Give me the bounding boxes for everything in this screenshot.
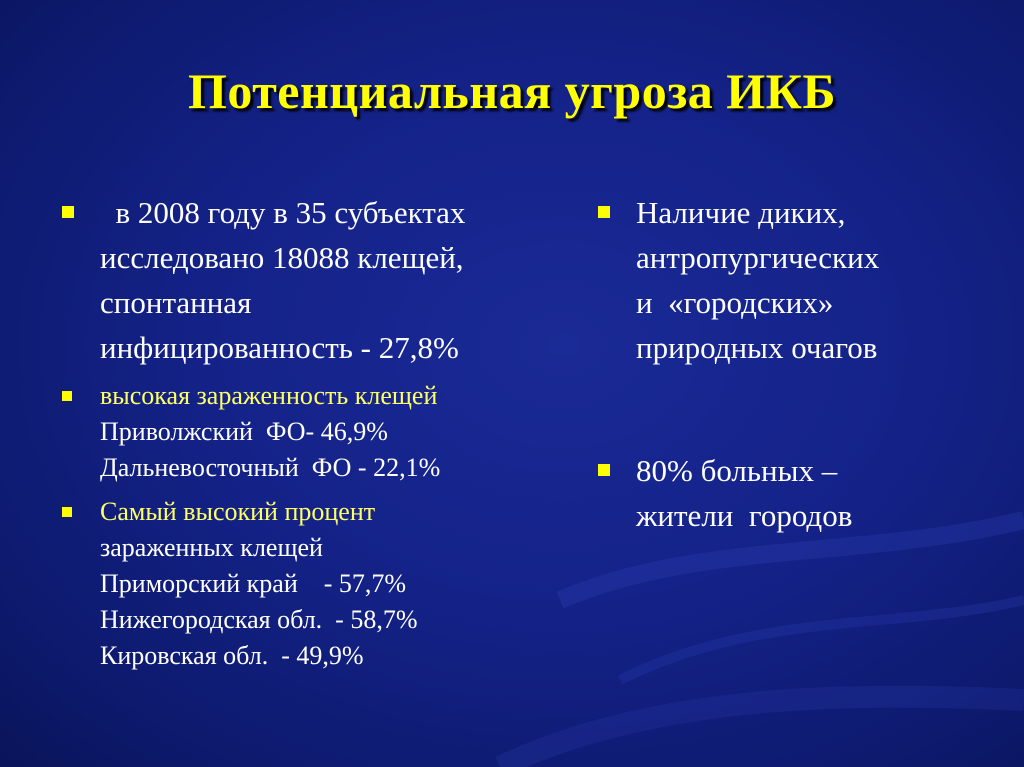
text-line: 80% больных – [636, 453, 838, 488]
list-item-highest-percent [62, 494, 562, 674]
text-line: Кировская обл. - 49,9% [100, 641, 364, 670]
left-column [62, 190, 562, 674]
item-heading: Самый высокий процент [100, 497, 376, 526]
square-bullet-icon [62, 507, 72, 517]
text-line: Приволжский ФО- 46,9% [100, 417, 388, 446]
list-item-city-patients [598, 448, 998, 538]
spacer [598, 370, 998, 448]
text-line: зараженных клещей [100, 533, 323, 562]
square-bullet-icon [598, 464, 610, 476]
text-line: жители городов [636, 498, 853, 533]
slide-title: Потенциальная угроза ИКБ [187, 63, 836, 119]
text-line: Дальневосточный ФО - 22,1% [100, 453, 441, 482]
list-item-study [62, 190, 562, 370]
text-line: спонтанная [100, 285, 252, 320]
text-line: Приморский край - 57,7% [100, 569, 407, 598]
list-item-infection-high [62, 378, 562, 486]
text-line: природных очагов [636, 330, 878, 365]
item-heading: высокая зараженность клещей [100, 381, 438, 410]
text-line: и «городских» [636, 285, 834, 320]
right-column [598, 190, 998, 538]
text-line: исследовано 18088 клещей, [100, 240, 464, 275]
square-bullet-icon [62, 206, 74, 218]
text-line: инфицированность - 27,8% [100, 330, 459, 365]
text-line: антропургических [636, 240, 880, 275]
square-bullet-icon [62, 391, 72, 401]
text-line: в 2008 году в 35 субъектах [100, 195, 466, 230]
text-line: Наличие диких, [636, 195, 846, 230]
list-item-natural-foci [598, 190, 998, 370]
text-line: Нижегородская обл. - 58,7% [100, 605, 418, 634]
square-bullet-icon [598, 206, 610, 218]
